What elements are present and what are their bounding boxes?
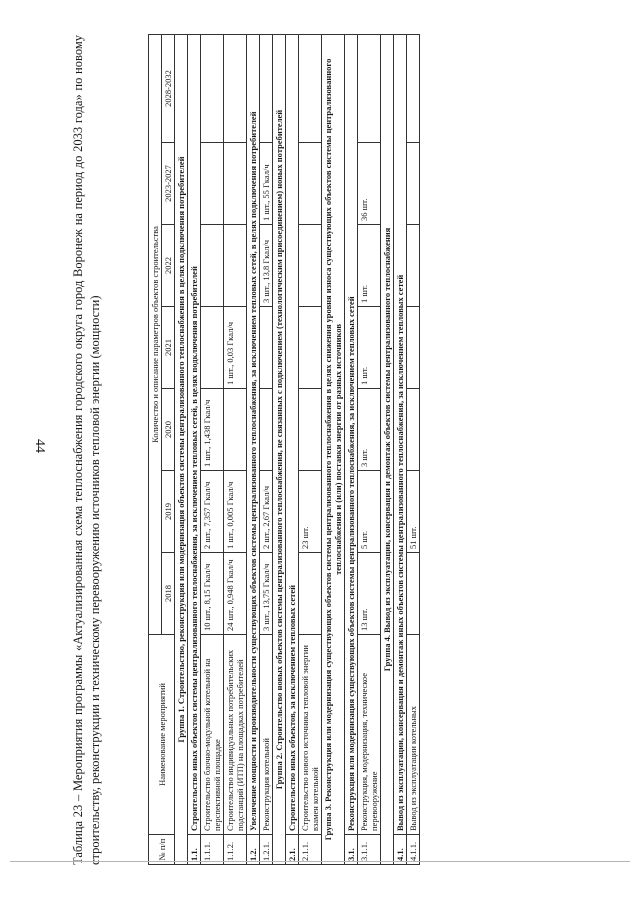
year-value-cell bbox=[407, 34, 420, 142]
row-number: 1.1.1. bbox=[201, 835, 224, 865]
year-value-cell: 24 шт., 0,948 Гкал/ч bbox=[224, 553, 247, 635]
year-value-cell bbox=[299, 34, 322, 142]
group-heading: Группа 1. Строительство, реконструкция или модернизация объектов системы централизованного теплоснабжения в целях подключения потребителей bbox=[175, 34, 188, 864]
year-value-cell bbox=[299, 553, 322, 635]
row-number: 1.1.2. bbox=[224, 835, 247, 865]
row-number: 2.1.1. bbox=[299, 835, 322, 865]
year-value-cell bbox=[407, 225, 420, 307]
table-row bbox=[358, 34, 381, 864]
table-row bbox=[345, 34, 358, 864]
table-row bbox=[175, 34, 188, 864]
year-value-cell bbox=[224, 225, 247, 307]
table-body bbox=[175, 34, 420, 864]
header-year: 2021 bbox=[162, 307, 175, 389]
header-year: 2023-2027 bbox=[162, 143, 175, 225]
year-value-cell: 13 шт. bbox=[358, 553, 381, 635]
year-value-cell: 51 шт. bbox=[407, 471, 420, 553]
year-value-cell bbox=[260, 307, 273, 389]
header-year: 2018 bbox=[162, 553, 175, 635]
year-value-cell bbox=[224, 143, 247, 225]
year-value-cell bbox=[201, 307, 224, 389]
header-year: 2020 bbox=[162, 389, 175, 471]
year-value-cell: 1 шт., 1,438 Гкал/ч bbox=[201, 389, 224, 471]
year-value-cell bbox=[201, 143, 224, 225]
year-value-cell: 1 шт., 55 Гкал/ч bbox=[260, 143, 273, 225]
table-row bbox=[224, 34, 247, 864]
year-value-cell bbox=[299, 143, 322, 225]
year-value-cell: 36 шт. bbox=[358, 143, 381, 225]
year-value-cell: 2 шт., 7,357 Гкал/ч bbox=[201, 471, 224, 553]
header-name: Наименование мероприятий bbox=[149, 635, 175, 835]
year-value-cell: 2 шт., 2,67 Гкал/ч bbox=[260, 471, 273, 553]
row-number: 3.1. bbox=[345, 835, 358, 865]
year-value-cell: 1 шт., 0,03 Гкал/ч bbox=[224, 307, 247, 389]
year-value-cell: 1 шт., 0,005 Гкал/ч bbox=[224, 471, 247, 553]
section-heading: Вывод из эксплуатации, консервация и демонтаж иных объектов системы централизованного теплоснабжения, за исключением тепловых сетей bbox=[394, 34, 407, 834]
section-heading: Строительство иных объектов системы централизованного теплоснабжения, за исключением тепловых сетей, в целях подключения потребителей bbox=[188, 34, 201, 834]
section-heading: Увеличение мощности и производительности существующих объектов системы централизованного теплоснабжения, за исключением тепловых сетей, в целях подключения потребителей bbox=[247, 34, 260, 834]
row-number: 4.1. bbox=[394, 835, 407, 865]
table-row bbox=[381, 34, 394, 864]
header-params: Количество и описание параметров объектов строительства bbox=[149, 34, 162, 634]
header-year: 2022 bbox=[162, 225, 175, 307]
year-value-cell: 23 шт. bbox=[299, 471, 322, 553]
row-number: 1.2.1. bbox=[260, 835, 273, 865]
measure-name: Реконструкция, модернизация, техническое перевооружение bbox=[358, 635, 381, 835]
group-heading: Группа 2. Строительство новых объектов системы централизованного теплоснабжения, не связанных с подключением (технологическим присоединением) новых потребителей bbox=[273, 34, 286, 864]
year-value-cell bbox=[358, 34, 381, 142]
year-value-cell bbox=[407, 389, 420, 471]
row-number: 3.1.1. bbox=[358, 835, 381, 865]
year-value-cell bbox=[407, 553, 420, 635]
table-row bbox=[188, 34, 201, 864]
table-row bbox=[394, 34, 407, 864]
page-number: 44 bbox=[32, 439, 47, 453]
section-heading: Строительство иных объектов, за исключением тепловых сетей bbox=[286, 34, 299, 834]
table-row bbox=[273, 34, 286, 864]
header-num: № п/п bbox=[149, 835, 175, 865]
row-number: 1.1. bbox=[188, 835, 201, 865]
year-value-cell bbox=[299, 225, 322, 307]
year-value-cell bbox=[299, 307, 322, 389]
group-heading: Группа 4. Вывод из эксплуатации, консервация и демонтаж объектов системы централизованного теплоснабжения bbox=[381, 34, 394, 864]
year-value-cell: 1 шт. bbox=[358, 307, 381, 389]
group-heading: Группа 3. Реконструкция или модернизация существующих объектов системы централизованного теплоснабжения в целях снижения уровня износа существующих объектов системы централизованного теплоснабжения и (или) поставки энергии от разных источников bbox=[322, 34, 345, 864]
header-row-1 bbox=[149, 34, 162, 864]
year-value-cell bbox=[224, 389, 247, 471]
year-value-cell: 3 шт., 13,75 Гкал/ч bbox=[260, 553, 273, 635]
measure-name: Строительство индивидуальных потребительских подстанций (ИТП) на площадках потребителей bbox=[224, 635, 247, 835]
rotated-page-content bbox=[70, 20, 640, 880]
year-value-cell bbox=[201, 34, 224, 142]
year-value-cell bbox=[407, 143, 420, 225]
row-number: 2.1. bbox=[286, 835, 299, 865]
table-row bbox=[407, 34, 420, 864]
measures-table bbox=[148, 34, 420, 865]
year-value-cell bbox=[407, 307, 420, 389]
header-year: 2019 bbox=[162, 471, 175, 553]
year-value-cell bbox=[260, 389, 273, 471]
year-value-cell bbox=[260, 34, 273, 142]
table-row bbox=[322, 34, 345, 864]
header-year: 2028-2032 bbox=[162, 34, 175, 142]
year-value-cell bbox=[201, 225, 224, 307]
measure-name: Вывод из эксплуатации котельных bbox=[407, 635, 420, 835]
row-number: 1.2. bbox=[247, 835, 260, 865]
measure-name: Строительство нового источника тепловой энергии взамен котельной bbox=[299, 635, 322, 835]
year-value-cell: 3 шт., 13,8 Гкал/ч bbox=[260, 225, 273, 307]
table-row bbox=[260, 34, 273, 864]
section-heading: Реконструкция или модернизация существующих объектов системы централизованного теплоснабжения, за исключением тепловых сетей bbox=[345, 34, 358, 834]
table-row bbox=[201, 34, 224, 864]
year-value-cell: 1 шт. bbox=[358, 225, 381, 307]
measure-name: Реконструкция котельной bbox=[260, 635, 273, 835]
table-caption: Таблица 23 – Мероприятия программы «Актуализированная схема теплоснабжения городского округа город Воронеж на период до 2033 года» по новому строительству, реконструкции и техническому перевооружению источников тепловой энергии (мощности) bbox=[71, 35, 102, 865]
year-value-cell: 3 шт. bbox=[358, 389, 381, 471]
row-number: 4.1.1. bbox=[407, 835, 420, 865]
table-row bbox=[299, 34, 322, 864]
year-value-cell: 10 шт., 8,15 Гкал/ч bbox=[201, 553, 224, 635]
rotated-frame bbox=[70, 20, 640, 880]
table-row bbox=[247, 34, 260, 864]
measure-name: Строительство блочно-модульной котельной на перспективной площадке bbox=[201, 635, 224, 835]
year-value-cell bbox=[224, 34, 247, 142]
year-value-cell: 5 шт. bbox=[358, 471, 381, 553]
year-value-cell bbox=[299, 389, 322, 471]
table-row bbox=[286, 34, 299, 864]
footer-rule bbox=[10, 861, 630, 862]
